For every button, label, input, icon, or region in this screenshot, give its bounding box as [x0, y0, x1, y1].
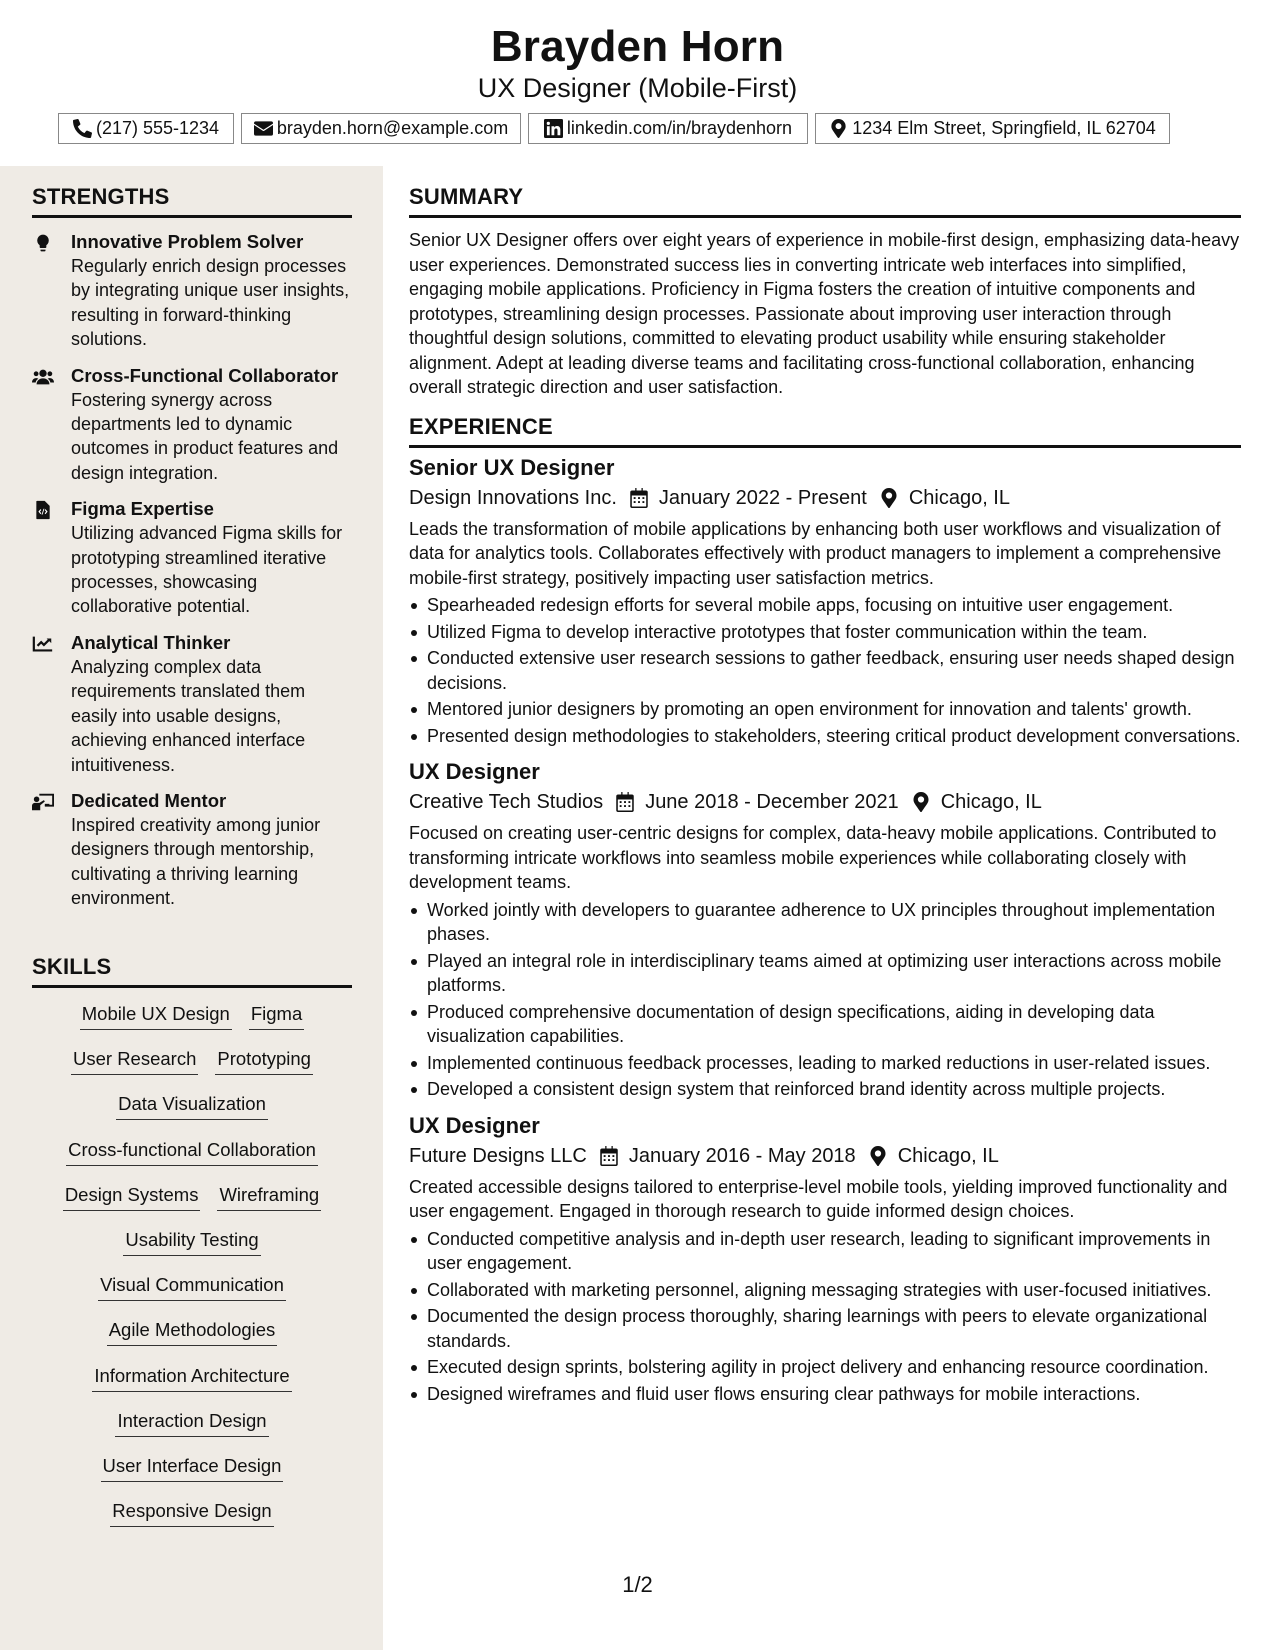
job-company: Future Designs LLC [409, 1144, 587, 1167]
strengths-heading: STRENGTHS [32, 184, 352, 218]
skills-heading: SKILLS [32, 954, 352, 988]
contact-linkedin[interactable] [528, 113, 808, 144]
summary-text: Senior UX Designer offers over eight years of experience in mobile-first design, emphasizing data-heavy user experiences. Demonstrated success lies in converting intricate web interfaces into simplified, engaging mobile applications. Proficiency in Figma fosters the creation of intuitive components and prototypes, streamlining design processes. Passionate about improving user interaction through thoughtful design solutions, committed to elevating product usability while ensuring stakeholder alignment. Adept at leading diverse teams and facilitating cross-functional collaboration, enhancing overall strategic direction and user satisfaction. [409, 230, 1240, 397]
strength-title: Figma Expertise [71, 498, 214, 520]
bullet-item: Developed a consistent design system that reinforced brand identity across multiple projects. [409, 1077, 1241, 1102]
candidate-title: UX Designer (Mobile-First) [477, 73, 798, 103]
job-dates: June 2018 - December 2021 [645, 791, 899, 813]
contact-linkedin-text: linkedin.com/in/braydenhorn [566, 118, 793, 138]
contact-bar [58, 113, 1170, 144]
envelope-icon [254, 119, 273, 138]
contact-phone-text: (217) 555-1234 [95, 118, 220, 138]
job-dates: January 2022 - Present [658, 486, 867, 509]
skill-tag: Prototyping [215, 1047, 313, 1075]
contact-email-text: brayden.horn@example.com [276, 118, 509, 138]
job-location: Chicago, IL [908, 486, 1010, 509]
strength-item [32, 364, 352, 486]
calendar-icon [629, 488, 649, 508]
map-marker-icon [911, 792, 931, 812]
job-title: Senior UX Designer [409, 454, 615, 480]
job-bullets [409, 1227, 1241, 1407]
job-dates: January 2016 - May 2018 [628, 1144, 856, 1167]
skill-tag: Usability Testing [123, 1228, 260, 1256]
map-marker-icon [868, 1146, 888, 1166]
skill-tag: Mobile UX Design [80, 1002, 232, 1030]
skill-tag: Data Visualization [116, 1092, 268, 1120]
bullet-item: Implemented continuous feedback processes, leading to marked reductions in user-related issues. [409, 1051, 1241, 1076]
bullet-item: Collaborated with marketing personnel, aligning messaging strategies with user-focused initiatives. [409, 1278, 1241, 1303]
contact-phone[interactable] [58, 113, 234, 144]
skill-list [32, 996, 352, 1538]
strength-desc: Fostering synergy across departments led to dynamic outcomes in product features and design integration. [71, 389, 339, 483]
skill-tag: User Interface Design [101, 1454, 284, 1482]
bullet-item: Designed wireframes and fluid user flows ensuring clear pathways for mobile interactions. [409, 1382, 1241, 1407]
phone-icon [73, 119, 92, 138]
job-location: Chicago, IL [940, 791, 1042, 813]
skill-tag: User Research [71, 1047, 198, 1075]
job-meta [409, 484, 1241, 512]
map-marker-icon [879, 488, 899, 508]
bullet-item: Played an integral role in interdisciplinary teams aimed at optimizing user interactions across mobile platforms. [409, 949, 1241, 998]
strength-desc: Analyzing complex data requirements translated them easily into usable designs, achieving enhanced interface intuitiveness. [71, 656, 306, 775]
skill-tag: Responsive Design [110, 1499, 273, 1527]
code-file-icon [32, 500, 54, 520]
job-company: Creative Tech Studios [409, 791, 604, 813]
contact-email[interactable] [241, 113, 521, 144]
strength-title: Cross-Functional Collaborator [71, 364, 339, 386]
skill-tag: Interaction Design [115, 1409, 268, 1437]
experience-section [409, 414, 1241, 1407]
skill-row [32, 1358, 352, 1403]
experience-heading: EXPERIENCE [409, 414, 1241, 448]
strength-item [32, 497, 352, 619]
bullet-item: Presented design methodologies to stakeholders, steering critical product development conversations. [409, 724, 1241, 749]
strengths-section [32, 184, 352, 911]
calendar-icon [615, 792, 635, 812]
skill-row [32, 996, 352, 1041]
skill-tag: Visual Communication [98, 1273, 286, 1301]
job-company: Design Innovations Inc. [409, 486, 617, 509]
skill-row [32, 1312, 352, 1357]
contact-address [815, 113, 1170, 144]
skill-row [32, 1448, 352, 1493]
strength-desc: Inspired creativity among junior designers through mentorship, cultivating a thriving learning environment. [71, 814, 321, 909]
bullet-item: Worked jointly with developers to guarantee adherence to UX principles throughout implementation phases. [409, 898, 1241, 947]
skill-tag: Figma [249, 1002, 304, 1030]
skill-tag: Design Systems [63, 1183, 201, 1211]
job-entry [409, 758, 1241, 1102]
strength-desc: Utilizing advanced Figma skills for prototyping streamlined iterative processes, showcasing collaborative potential. [71, 523, 343, 617]
summary-heading: SUMMARY [409, 184, 1241, 218]
main-column [409, 166, 1241, 1408]
lightbulb-icon [32, 233, 54, 253]
resume-header [0, 0, 1275, 166]
page-number: 1/2 [622, 1572, 653, 1597]
bullet-item: Utilized Figma to develop interactive prototypes that foster communication within the team. [409, 620, 1241, 645]
strength-item [32, 230, 352, 352]
job-title: UX Designer [409, 759, 540, 784]
summary-section [409, 184, 1241, 400]
skills-section [32, 954, 352, 1538]
skill-row [32, 1177, 352, 1222]
skill-row [32, 1086, 352, 1131]
skill-row [32, 1493, 352, 1538]
linkedin-icon [544, 119, 563, 138]
skill-tag: Agile Methodologies [107, 1318, 278, 1346]
users-icon [32, 367, 54, 387]
bullet-item: Mentored junior designers by promoting an open environment for innovation and talents' growth. [409, 697, 1241, 722]
calendar-icon [599, 1146, 619, 1166]
bullet-item: Executed design sprints, bolstering agility in project delivery and enhancing resource coordination. [409, 1355, 1241, 1380]
skill-row [32, 1267, 352, 1312]
bullet-item: Documented the design process thoroughly, sharing learnings with peers to elevate organizational standards. [409, 1304, 1241, 1353]
candidate-name: Brayden Horn [490, 22, 785, 71]
skill-tag: Information Architecture [92, 1364, 291, 1392]
job-meta [409, 788, 1241, 816]
job-location: Chicago, IL [897, 1144, 999, 1167]
strength-item [32, 631, 352, 777]
strength-desc: Regularly enrich design processes by integrating unique user insights, resulting in forward-thinking solutions. [71, 256, 350, 350]
strength-title: Innovative Problem Solver [71, 231, 304, 252]
job-description: Leads the transformation of mobile applications by enhancing both user workflows and visualization of data for analytics tools. Collaborates effectively with product managers to implement a comprehensive mobile-first strategy, positively impacting user satisfaction metrics. [409, 518, 1222, 588]
job-entry [409, 454, 1241, 749]
strength-title: Dedicated Mentor [71, 789, 227, 811]
sidebar [0, 166, 383, 1650]
job-description: Focused on creating user-centric designs for complex, data-heavy mobile applications. Contributed to transforming intricate workflows into seamless mobile experiences while collaborating closely with development teams. [409, 823, 1217, 892]
job-entry [409, 1112, 1241, 1407]
chalkboard-teacher-icon [32, 792, 54, 812]
job-bullets [409, 593, 1241, 748]
skill-row [32, 1132, 352, 1177]
bullet-item: Conducted extensive user research sessions to gather feedback, ensuring user needs shaped design decisions. [409, 646, 1241, 695]
job-description: Created accessible designs tailored to enterprise-level mobile tools, yielding improved functionality and user engagement. Engaged in thorough research to guide informed design choices. [409, 1176, 1228, 1221]
strength-title: Analytical Thinker [71, 631, 231, 653]
job-meta [409, 1142, 1241, 1170]
chart-line-icon [32, 634, 54, 654]
job-title: UX Designer [409, 1112, 540, 1138]
skill-row [32, 1041, 352, 1086]
skill-row [32, 1403, 352, 1448]
bullet-item: Spearheaded redesign efforts for several mobile apps, focusing on intuitive user engagement. [409, 593, 1241, 618]
skill-row [32, 1222, 352, 1267]
map-marker-icon [829, 119, 848, 138]
skill-tag: Cross-functional Collaboration [66, 1138, 318, 1166]
skill-tag: Wireframing [217, 1183, 321, 1211]
bullet-item: Produced comprehensive documentation of design specifications, aiding in developing data visualization capabilities. [409, 1000, 1241, 1049]
job-bullets [409, 898, 1241, 1102]
strength-item [32, 789, 352, 911]
bullet-item: Conducted competitive analysis and in-depth user research, leading to significant improvements in user engagement. [409, 1227, 1241, 1276]
contact-address-text: 1234 Elm Street, Springfield, IL 62704 [852, 118, 1156, 138]
